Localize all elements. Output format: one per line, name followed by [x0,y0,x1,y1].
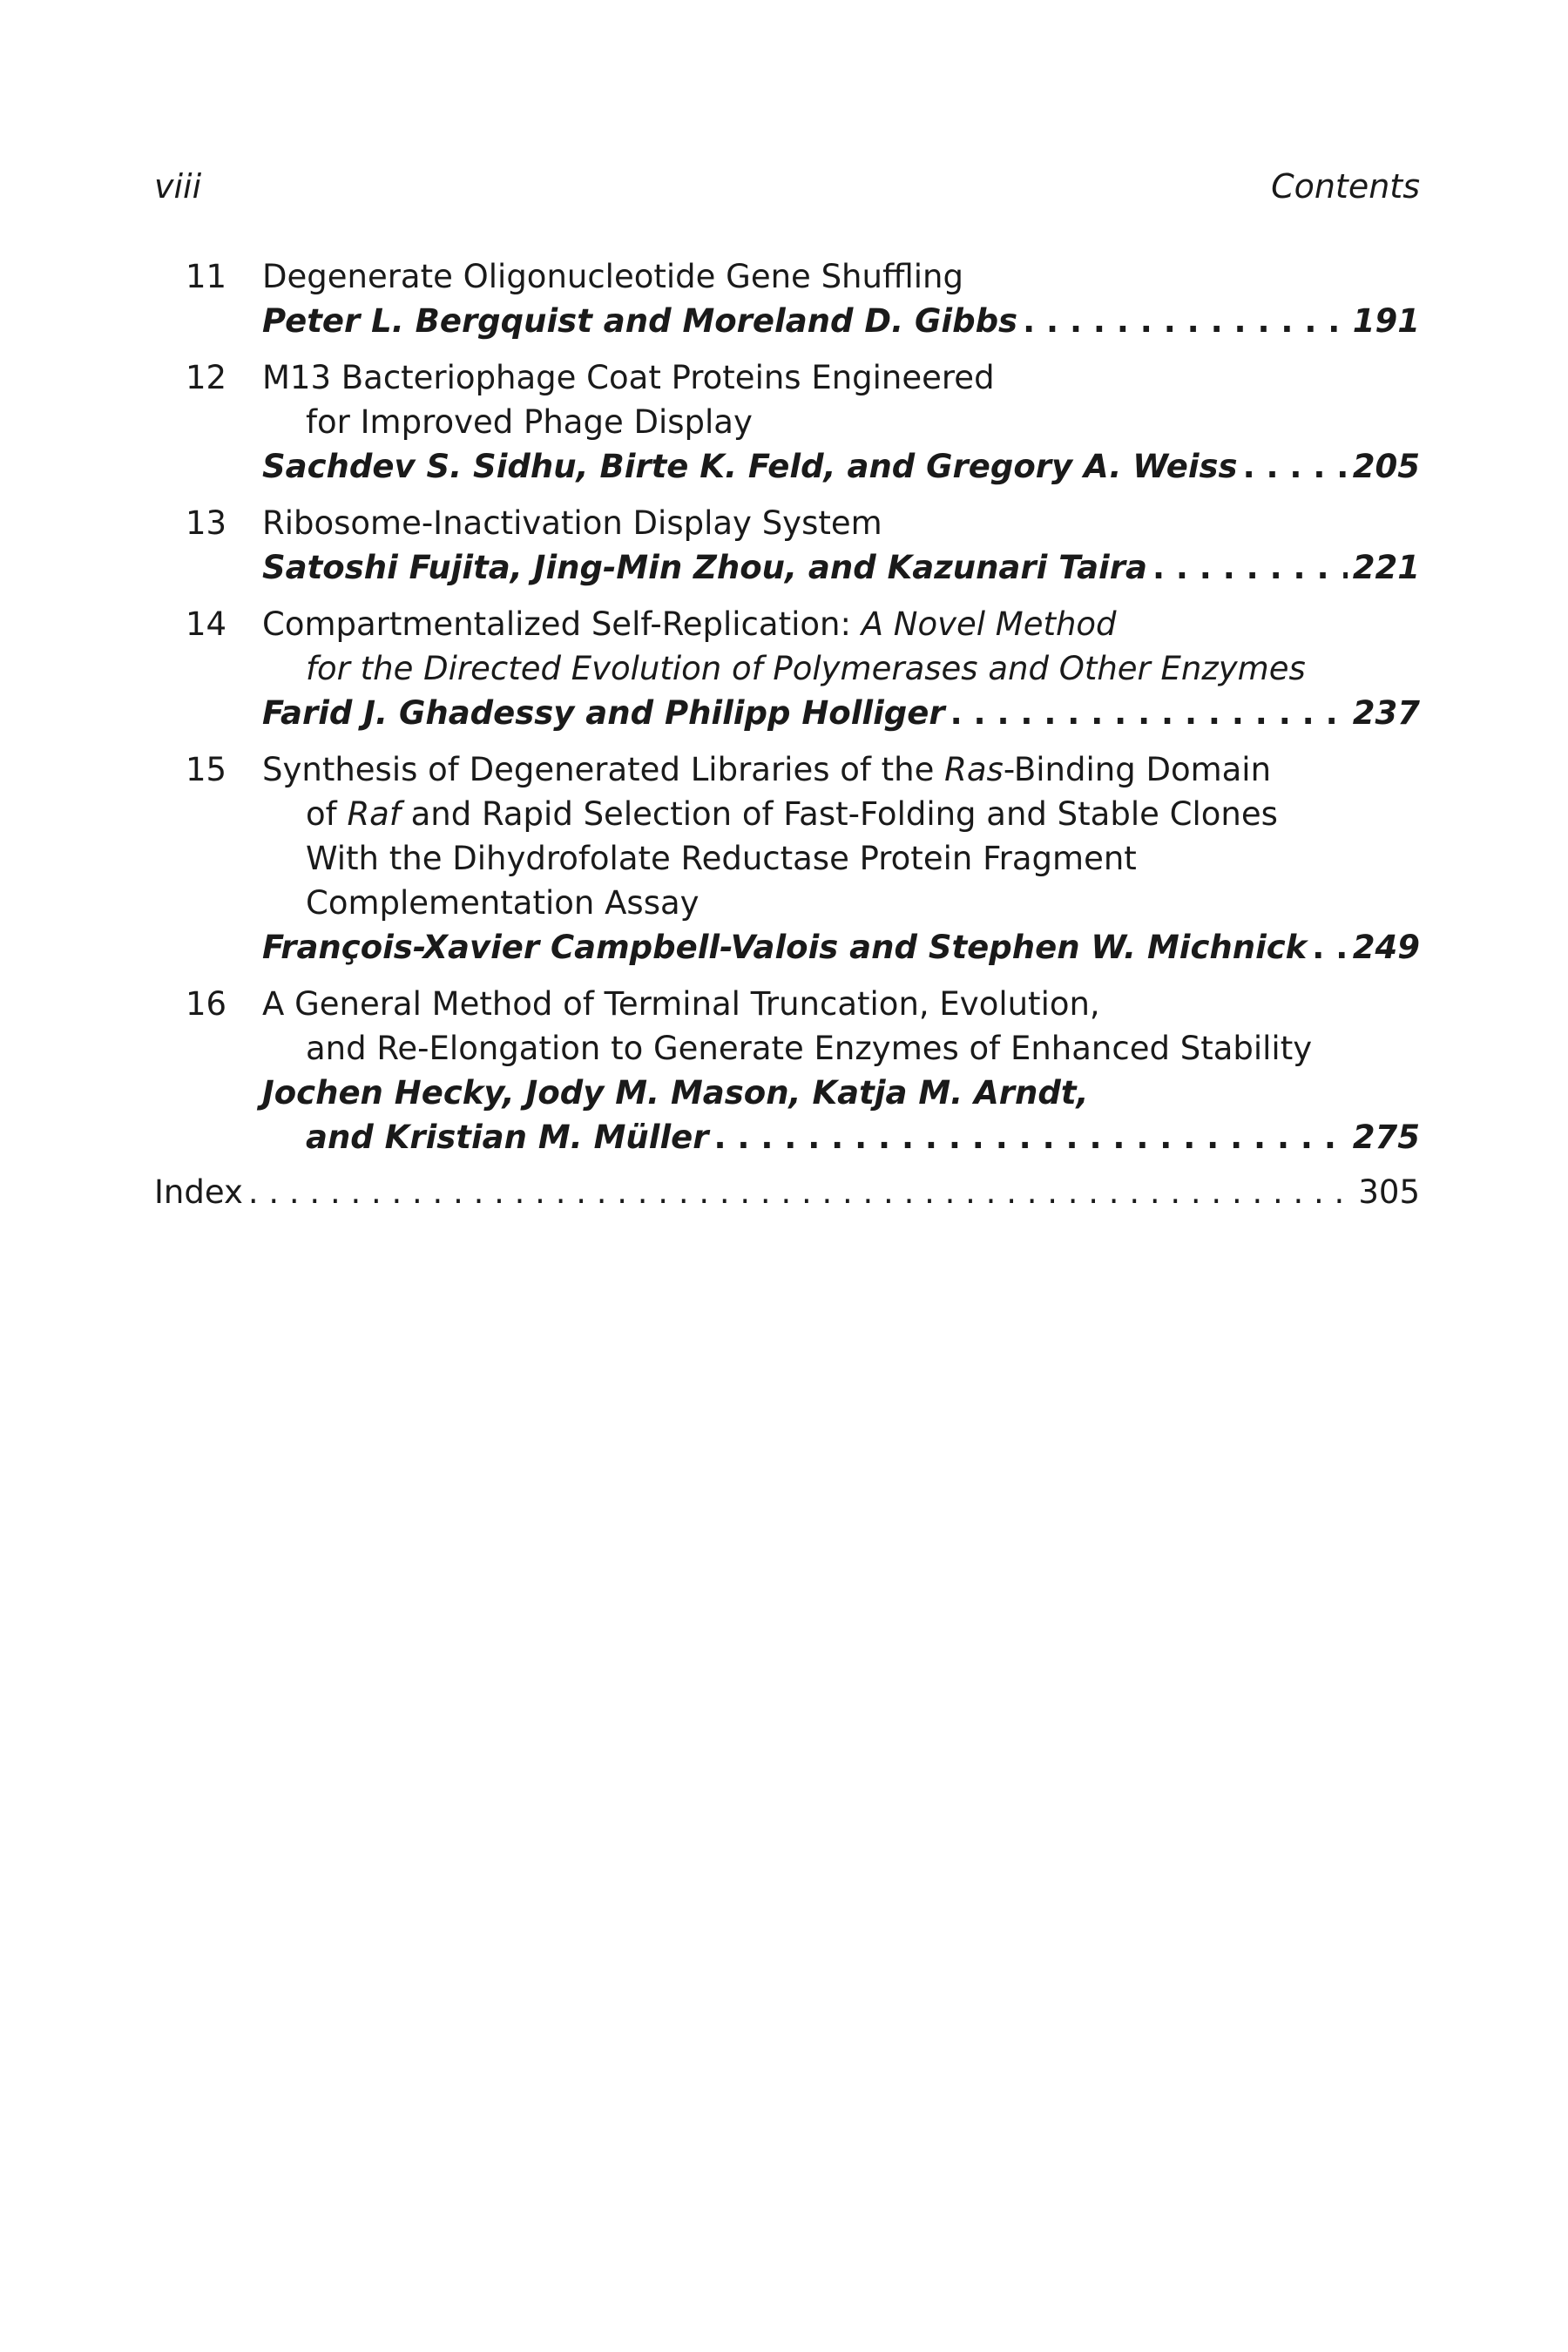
chapter-authors-line [262,299,1420,343]
title-text: of [306,795,348,833]
title-gene-name: Raf [347,795,401,833]
title-text: Synthesis of Degenerated Libraries of the [262,751,945,788]
chapter-title: Degenerate Oligonucleotide Gene Shuffling [262,258,963,295]
chapter-authors-continued: and Kristian M. Müller [306,1119,709,1156]
chapter-title-continued [262,792,1420,836]
chapter-page: 221 [1352,549,1420,586]
chapter-authors: Sachdev S. Sidhu, Birte K. Feld, and Gregory A. Weiss [262,448,1238,485]
chapter-title-subtitle: A Novel Method [861,605,1117,643]
toc-entry-16[interactable] [154,982,1420,1159]
chapter-title [262,602,1420,646]
chapter-page: 191 [1352,302,1420,340]
chapter-page: 249 [1352,929,1420,966]
running-head [154,166,1420,207]
chapter-title [262,747,1420,792]
chapter-authors-line [262,691,1420,735]
chapter-title: A General Method of Terminal Truncation, Evolution, [262,985,1100,1023]
index-page: 305 [1358,1173,1420,1211]
chapter-authors: Peter L. Bergquist and Moreland D. Gibbs [262,302,1018,340]
chapter-authors-line [262,545,1420,590]
toc-entry-12[interactable] [154,355,1420,489]
chapter-title-continued: for Improved Phage Display [306,403,753,441]
dot-leader [950,691,1348,735]
toc-entry-11[interactable] [154,254,1420,343]
dot-leader [713,1115,1347,1159]
chapter-authors: Jochen Hecky, Jody M. Mason, Katja M. Arndt, [262,1074,1089,1112]
dot-leader [1152,545,1348,590]
chapter-title-continued: With the Dihydrofolate Reductase Protein Fragment [306,840,1137,877]
chapter-number: 13 [186,504,227,542]
chapter-title-continued: Complementation Assay [306,884,700,922]
toc-entry-15[interactable] [154,747,1420,970]
chapter-authors-line [262,925,1420,970]
title-text: and Rapid Selection of Fast-Folding and Stable Clones [400,795,1278,833]
chapter-authors: Satoshi Fujita, Jing-Min Zhou, and Kazunari Taira [262,549,1147,586]
toc-entry-13[interactable] [154,501,1420,590]
chapter-title-continued: and Re-Elongation to Generate Enzymes of Enhanced Stability [306,1030,1313,1067]
dot-leader [1023,299,1348,343]
title-gene-name: Ras [944,751,1004,788]
chapter-number: 16 [186,985,227,1023]
section-title: Contents [1271,167,1420,206]
chapter-title: M13 Bacteriophage Coat Proteins Engineered [262,359,995,396]
chapter-number: 12 [186,359,227,396]
table-of-contents [154,254,1420,1214]
chapter-authors: Farid J. Ghadessy and Philipp Holliger [262,694,945,732]
chapter-title-main: Compartmentalized Self-Replication: [262,605,862,643]
dot-leader [1243,444,1348,489]
chapter-authors: François-Xavier Campbell-Valois and Stephen W. Michnick [262,929,1308,966]
chapter-number: 15 [186,751,227,788]
chapter-title-continued: for the Directed Evolution of Polymerases and Other Enzymes [306,650,1306,687]
chapter-page: 275 [1352,1119,1420,1156]
index-label: Index [154,1173,243,1211]
chapter-page: 237 [1352,694,1420,732]
dot-leader [248,1170,1354,1214]
chapter-number: 14 [186,605,227,643]
toc-entry-index[interactable] [154,1170,1420,1214]
chapter-authors-line [262,444,1420,489]
dot-leader [1312,925,1347,970]
chapter-page: 205 [1352,448,1420,485]
chapter-authors-line [262,1115,1420,1159]
title-text: -Binding Domain [1003,751,1272,788]
toc-entry-14[interactable] [154,602,1420,735]
page-label: viii [154,167,202,206]
chapter-number: 11 [186,258,227,295]
chapter-title: Ribosome-Inactivation Display System [262,504,882,542]
